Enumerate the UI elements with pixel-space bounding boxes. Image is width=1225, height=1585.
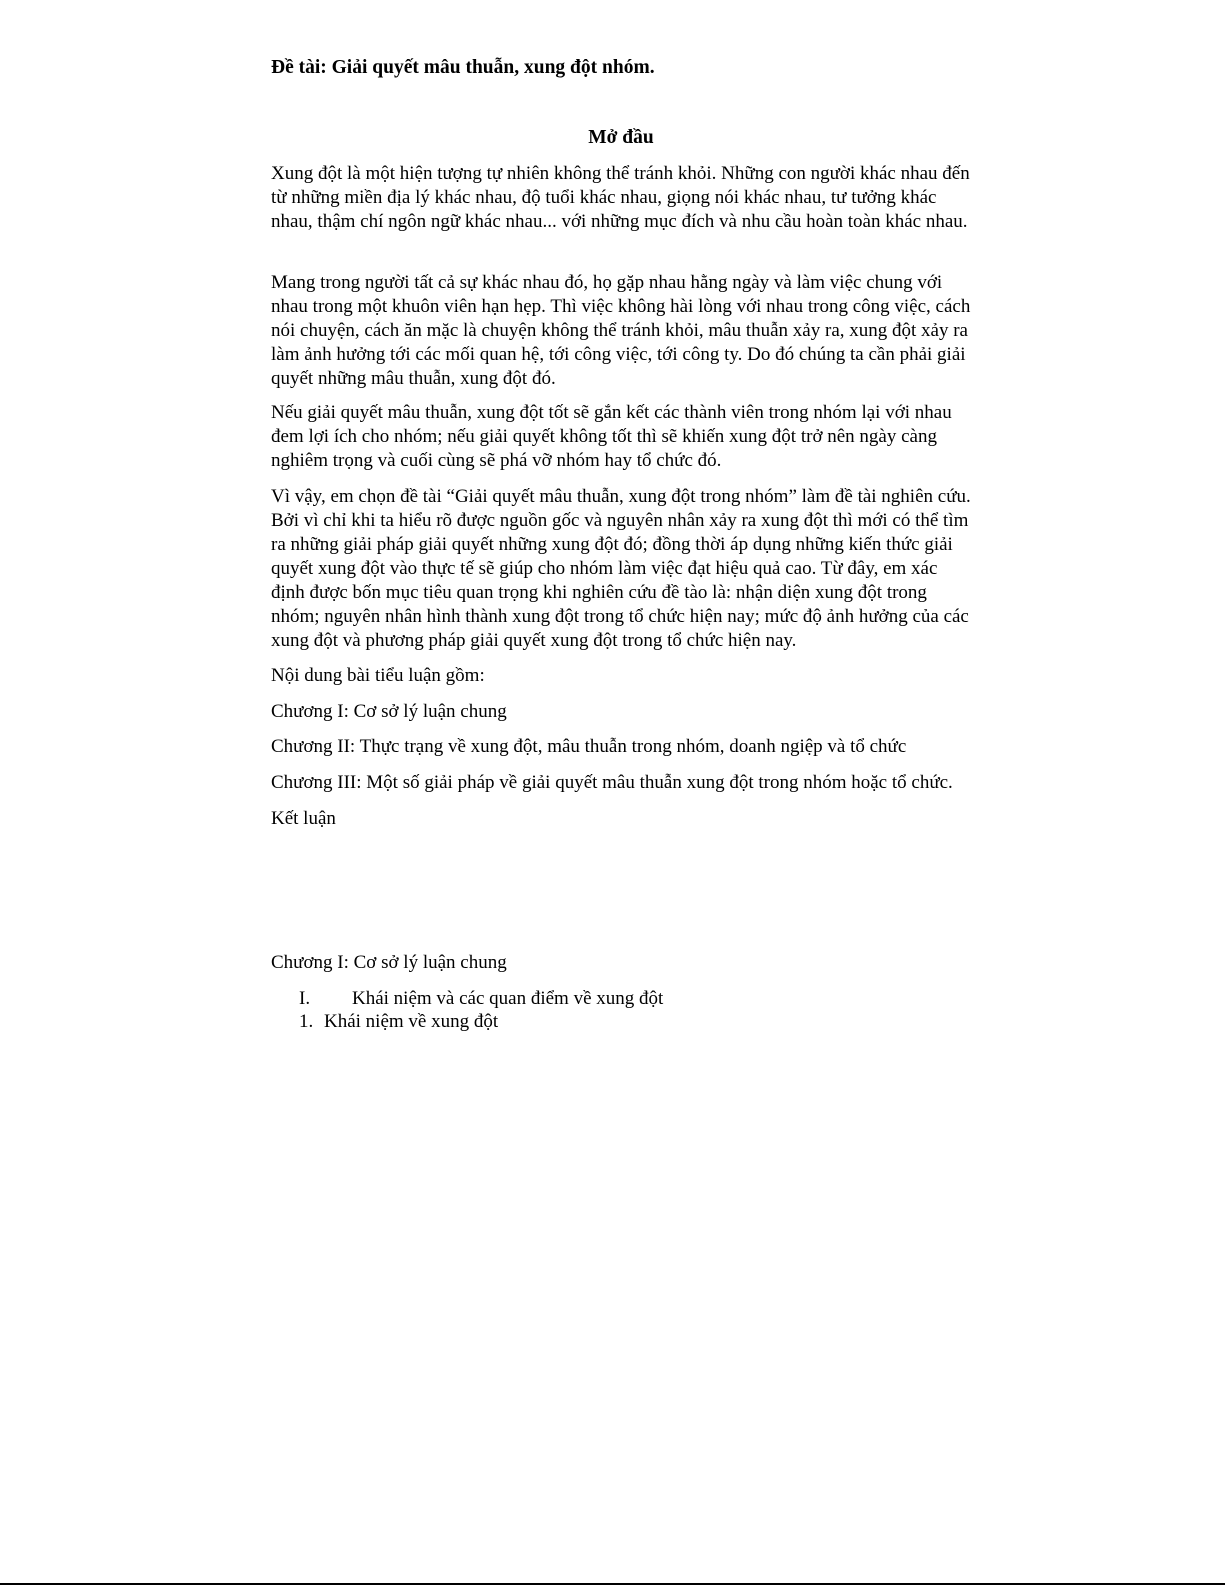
- section-title: Khái niệm và các quan điểm về xung đột: [352, 988, 664, 1009]
- contents-intro: Nội dung bài tiểu luận gồm:: [271, 665, 485, 686]
- intro-paragraph-1: Xung đột là một hiện tượng tự nhiên không thể tránh khỏi. Những con người khác nhau đến từ những miền địa lý khác nhau, độ tuổi khác nhau, giọng nói khác nhau, tư tưởng khác nhau, thậm chí ngôn ngữ khác nhau... với những mục đích và nhu cầu hoàn toàn khác nhau.: [271, 163, 970, 232]
- subsection-title: Khái niệm về xung đột: [324, 1011, 499, 1032]
- contents-item-chapter-1: Chương I: Cơ sở lý luận chung: [271, 701, 507, 722]
- contents-item-conclusion: Kết luận: [271, 808, 336, 829]
- intro-paragraph-2: Mang trong người tất cả sự khác nhau đó, họ gặp nhau hằng ngày và làm việc chung với nhau trong một khuôn viên hạn hẹp. Thì việc không hài lòng với nhau trong công việc, cách nói chuyện, cách ăn mặc là chuyện không thể tránh khỏi, mâu thuẫn xảy ra, xung đột xảy ra làm ảnh hưởng tới các mối quan hệ, tới công việc, tới công ty. Do đó chúng ta cần phải giải quyết những mâu thuẫn, xung đột đó.: [271, 272, 971, 389]
- intro-paragraph-4: Vì vậy, em chọn đề tài “Giải quyết mâu thuẫn, xung đột trong nhóm” làm đề tài nghiên cứu. Bởi vì chỉ khi ta hiểu rõ được nguồn gốc và nguyên nhân xảy ra xung đột thì mới có thể tìm ra những giải pháp giải quyết những xung đột đó; đồng thời áp dụng những kiến thức giải quyết xung đột vào thực tế sẽ giúp cho nhóm làm việc đạt hiệu quả cao. Từ đây, em xác định được bốn mục tiêu quan trọng khi nghiên cứu đề tào là: nhận diện xung đột trong nhóm; nguyên nhân hình thành xung đột trong tổ chức hiện nay; mức độ ảnh hưởng của các xung đột và phương pháp giải quyết xung đột trong tổ chức hiện nay.: [271, 486, 971, 651]
- subsection-item: [299, 1010, 498, 1034]
- contents-item-chapter-3: Chương III: Một số giải pháp về giải quyết mâu thuẫn xung đột trong nhóm hoặc tổ chức.: [271, 772, 953, 793]
- section-item: [299, 987, 663, 1011]
- document-title: Đề tài: Giải quyết mâu thuẫn, xung đột nhóm.: [271, 57, 655, 78]
- contents-item-chapter-2: Chương II: Thực trạng về xung đột, mâu thuẫn trong nhóm, doanh ngiệp và tổ chức: [271, 736, 907, 757]
- intro-heading: Mở đầu: [588, 127, 654, 148]
- intro-paragraph-3: Nếu giải quyết mâu thuẫn, xung đột tốt sẽ gắn kết các thành viên trong nhóm lại với nhau đem lợi ích cho nhóm; nếu giải quyết không tốt thì sẽ khiến xung đột trở nên ngày càng nghiêm trọng và cuối cùng sẽ phá vỡ nhóm hay tổ chức đó.: [271, 402, 952, 471]
- chapter-1-heading: Chương I: Cơ sở lý luận chung: [271, 952, 507, 973]
- subsection-marker: 1.: [299, 1011, 314, 1032]
- section-marker: I.: [299, 988, 311, 1009]
